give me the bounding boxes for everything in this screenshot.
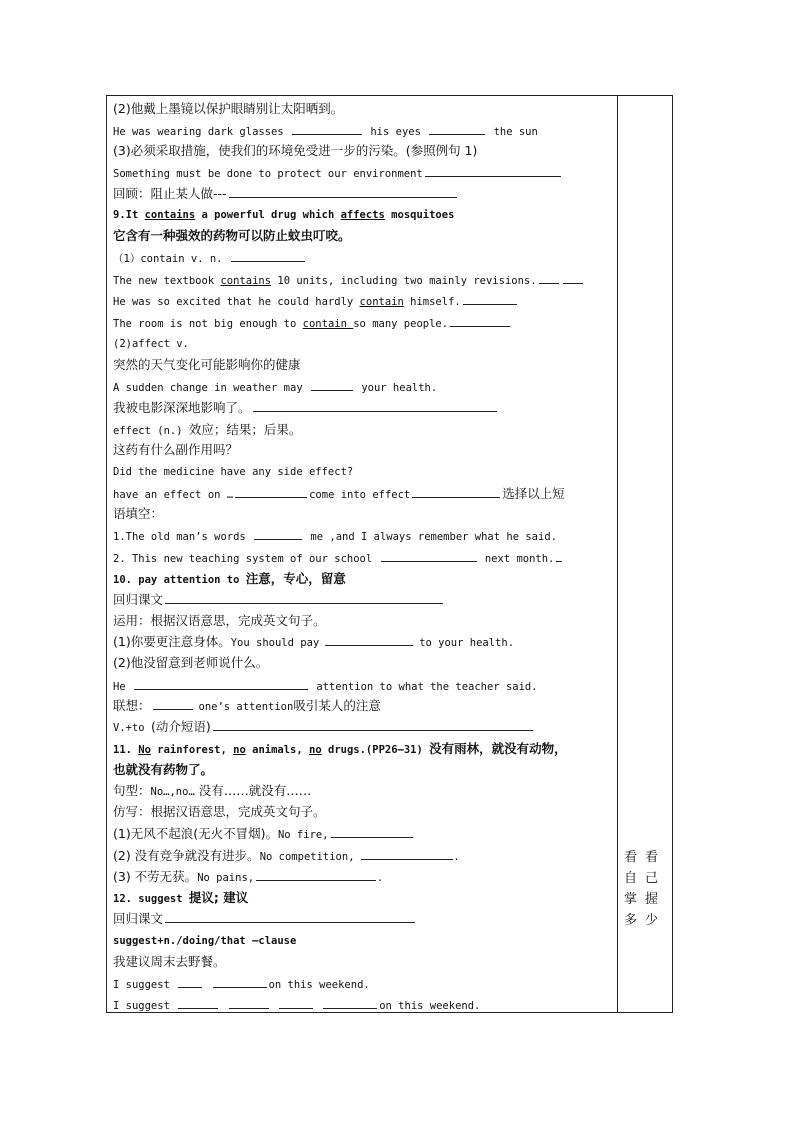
answer-blank[interactable] (254, 528, 302, 540)
line-text: 仿写：根据汉语意思，完成英文句子。 (113, 804, 326, 819)
section-translation (113, 228, 351, 244)
line-text: Did the medicine have any side effect? (113, 466, 354, 478)
exercise-line (113, 250, 307, 267)
line-text: （1）contain v. n. (113, 253, 223, 265)
line-text: suggest+n./doing/that —clause (113, 935, 297, 947)
line-text: come into effect (309, 489, 411, 501)
exercise-line (113, 400, 499, 416)
exercise-line (113, 528, 557, 545)
answer-blank[interactable] (165, 911, 415, 923)
line-text: I suggest (113, 1000, 170, 1012)
line-text: V.+to (113, 722, 151, 734)
exercise-line (113, 357, 301, 373)
exercise-line (113, 634, 514, 651)
exercise-line (113, 506, 163, 522)
line-text: (3)必须采取措施，使我们的环境免受进一步的污染。(参照例句 1) (113, 143, 478, 158)
line-text: attention to what the teacher said. (316, 681, 538, 693)
exercise-line (113, 315, 512, 332)
answer-blank[interactable] (311, 379, 353, 391)
answer-blank[interactable] (361, 848, 453, 860)
line-text: his eyes (370, 126, 421, 138)
line-text: 突然的天气变化可能影响你的健康 (113, 357, 301, 372)
line-text: next month. (484, 553, 555, 565)
line-text: the sun (493, 126, 538, 138)
answer-blank[interactable] (235, 486, 307, 498)
exercise-line (113, 143, 477, 159)
line-text: 注意，专心，留意 (245, 571, 346, 586)
answer-blank[interactable] (381, 550, 477, 562)
line-text: 没有……就没有…… (194, 783, 312, 798)
line-text: 12. suggest (113, 893, 189, 905)
line-text: 提议; 建议 (188, 890, 249, 905)
answer-blank[interactable] (165, 592, 443, 604)
answer-blank[interactable] (229, 997, 269, 1009)
exercise-line (113, 336, 189, 352)
exercise-line (113, 272, 585, 289)
line-text: me ,and I always remember what he said. (310, 531, 557, 543)
answer-blank[interactable] (153, 698, 193, 710)
line-text: A sudden change in weather may (113, 382, 303, 394)
line-text: 也就没有药物了。 (113, 762, 214, 777)
line-text: rainforest, (150, 744, 234, 756)
line-text: a powerful drug which (195, 209, 341, 221)
keyword: contain (359, 296, 404, 308)
exercise-line (113, 101, 343, 117)
line-text: He was wearing dark glasses (113, 126, 284, 138)
self-check-text: 看看 (624, 850, 667, 865)
line-text: 运用：根据汉语意思，完成英文句子。 (113, 613, 326, 628)
exercise-line (113, 804, 326, 820)
exercise-line (113, 550, 564, 567)
line-text: (2)他戴上墨镜以保护眼睛别让太阳晒到。 (113, 101, 344, 116)
answer-blank[interactable] (539, 272, 559, 284)
line-text: Something must be done to protect our environment (113, 168, 423, 180)
line-text: 回归课文 (113, 911, 164, 926)
line-text: animals, (245, 744, 310, 756)
line-text: No…,no… (150, 786, 195, 798)
line-text: No pains, (197, 872, 255, 884)
keyword: No (138, 744, 151, 756)
line-text: The new textbook (113, 275, 221, 287)
line-text: 我被电影深深地影响了。 (113, 400, 251, 415)
answer-blank[interactable] (325, 634, 413, 646)
keyword: no (309, 744, 322, 756)
exercise-line (113, 422, 301, 439)
answer-blank[interactable] (229, 186, 457, 198)
line-text: (1)无风不起浪(无火不冒烟)。 (113, 826, 278, 841)
keyword: affects (340, 209, 385, 221)
exercise-line: (3) 不劳无获。No pains, . (113, 869, 383, 884)
answer-blank[interactable] (292, 123, 362, 135)
answer-blank[interactable] (213, 719, 533, 731)
exercise-line (113, 826, 415, 843)
line-text: have an effect on … (113, 489, 234, 501)
exercise-line (113, 678, 538, 695)
exercise-line (113, 997, 480, 1014)
line-text: 9.It (113, 209, 145, 221)
line-text: 回归课文 (113, 592, 164, 607)
line-text: 选择以上短 (502, 486, 565, 501)
exercise-line (113, 186, 459, 202)
exercise-line (113, 464, 353, 480)
answer-blank[interactable] (253, 400, 497, 412)
answer-blank[interactable] (178, 997, 218, 1009)
exercise-line (113, 613, 326, 629)
line-text: 语填空： (113, 506, 164, 521)
line-text: to your health. (419, 637, 515, 649)
answer-blank[interactable] (412, 486, 500, 498)
answer-blank[interactable] (231, 250, 305, 262)
exercise-line (113, 165, 563, 182)
answer-blank[interactable] (178, 976, 202, 988)
line-text: He was so excited that he could hardly (113, 296, 360, 308)
line-text: (1)你要更注意身体。 (113, 634, 231, 649)
line-text: on this weekend. (379, 1000, 481, 1012)
exercise-line: (2) 没有竞争就没有进步。No competition, . (113, 848, 459, 863)
line-text: 10. pay attention to (113, 574, 246, 586)
line-text: No competition, (259, 851, 355, 863)
exercise-line (113, 293, 519, 310)
answer-blank[interactable] (134, 678, 308, 690)
line-text: (2) 没有竞争就没有进步。 (113, 848, 260, 863)
section-translation (113, 762, 213, 778)
line-text: (3) 不劳无获。 (113, 869, 198, 884)
answer-blank[interactable] (429, 123, 485, 135)
line-text: 吸引某人的注意 (293, 698, 381, 713)
line-text: He (113, 681, 126, 693)
line-text: 我建议周末去野餐。 (113, 954, 226, 969)
section-heading (113, 890, 248, 907)
exercise-line (113, 911, 417, 927)
line-text: 句型： (113, 783, 151, 798)
line-text: 11. (113, 744, 139, 756)
line-text: so many people. (353, 318, 449, 330)
line-text: You should pay (230, 637, 320, 649)
answer-blank[interactable] (563, 272, 583, 284)
exercise-line (113, 698, 381, 715)
section-heading (113, 933, 296, 949)
line-text: 这药有什么副作用吗？ (113, 442, 239, 457)
line-text: 联想： (113, 698, 151, 713)
line-text: I suggest (113, 979, 170, 991)
section-heading (113, 207, 454, 223)
exercise-line (113, 486, 565, 503)
exercise-line (113, 954, 226, 970)
line-text: your health. (361, 382, 438, 394)
keyword: contain (302, 318, 354, 330)
self-check-text: 掌握 (624, 892, 667, 907)
section-heading (113, 571, 346, 588)
answer-blank[interactable] (425, 165, 561, 177)
exercise-line (113, 719, 535, 736)
answer-blank[interactable] (256, 869, 376, 881)
line-text: The room is not big enough to (113, 318, 303, 330)
line-text: No fire, (277, 829, 329, 841)
exercise-line (113, 655, 268, 671)
line-text: (2)affect v. (113, 338, 189, 350)
line-text: 它含有一种强效的药物可以防止蚊虫叮咬。 (113, 228, 351, 243)
answer-blank[interactable] (450, 315, 510, 327)
line-text: (动介短语) (150, 719, 211, 734)
line-text: 2. This new teaching system of our school (113, 553, 373, 565)
exercise-line (113, 976, 370, 993)
exercise-line (113, 592, 445, 608)
line-text: (2)他没留意到老师说什么。 (113, 655, 269, 670)
keyword: contains (220, 275, 272, 287)
line-text: 没有雨林，就没有动物， (429, 741, 567, 756)
answer-blank[interactable] (323, 997, 377, 1009)
exercise-line (113, 123, 538, 140)
line-text: on this weekend. (268, 979, 370, 991)
self-check-text: 多少 (624, 913, 667, 928)
column-divider (617, 95, 618, 1013)
answer-blank[interactable] (279, 997, 313, 1009)
line-text: 10 units, including two mainly revisions. (271, 275, 537, 287)
section-heading (113, 741, 567, 758)
exercise-line (113, 783, 311, 800)
self-check-text: 自己 (624, 871, 667, 886)
answer-blank[interactable] (556, 550, 562, 562)
exercise-line (113, 442, 238, 458)
line-text: one’s attention (198, 701, 294, 713)
line-text: 回顾：阻止某人做--- (113, 186, 227, 201)
line-text: himself. (403, 296, 461, 308)
line-text: 1.The old man’s words (113, 531, 246, 543)
keyword: no (233, 744, 246, 756)
exercise-line (113, 379, 437, 396)
answer-blank[interactable] (463, 293, 517, 305)
answer-blank[interactable] (331, 826, 413, 838)
line-text: effect (n.) (113, 425, 189, 437)
line-text: drugs.(PP26—31) (321, 744, 430, 756)
answer-blank[interactable] (213, 976, 267, 988)
line-text: mosquitoes (384, 209, 455, 221)
line-text: 效应；结果；后果。 (188, 422, 302, 437)
keyword: contains (144, 209, 196, 221)
